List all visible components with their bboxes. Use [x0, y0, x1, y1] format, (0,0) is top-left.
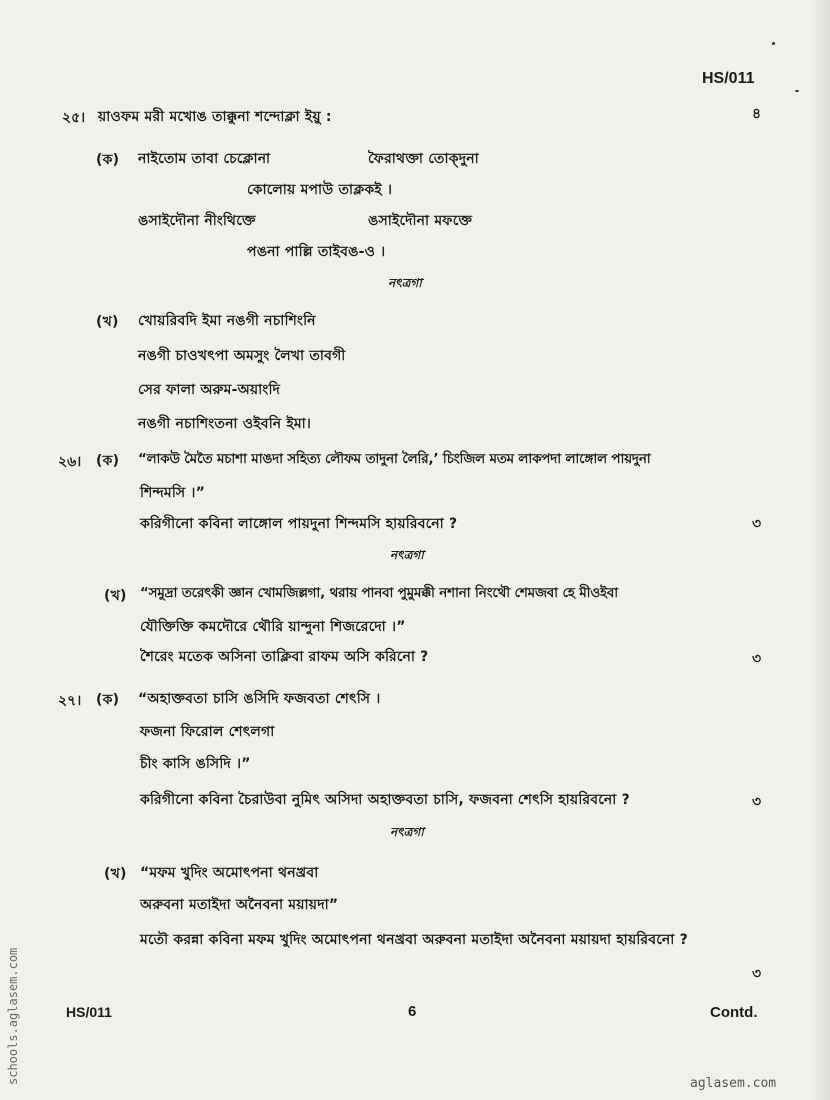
paper-code-bottom: HS/011 [66, 1004, 112, 1020]
q26a-label: (ক) [96, 453, 120, 469]
q25a-line4: পঙনা পাল্লি তাইবঙ-ও । [247, 244, 386, 260]
q26a-quote-line2: শিন্দমসি ।” [140, 485, 206, 501]
paper-code-top: HS/011 [702, 70, 755, 87]
q25a-line1-left: নাইতোম তাবা চেক্লোনা [138, 151, 271, 167]
q27a-question: করিগীনো কবিনা চৈরাউবা নুমিৎ অসিদা অহাক্তবতা চাসি, ফজবনা শেৎসি হায়রিবনো ? [140, 792, 630, 808]
q25a-line2: কোলোয় মপাউ তাক্লকই । [247, 182, 393, 198]
q26b-marks: ৩ [752, 651, 762, 667]
q25b-line4: নঙগী নচাশিংতনা ওইবনি ইমা। [138, 416, 312, 432]
q25a-label: (ক) [96, 152, 120, 168]
q25-or-divider: নৎত্রগা [388, 276, 422, 290]
q27b-marks: ৩ [752, 966, 762, 982]
q27a-quote-line1: “অহাক্তবতা চাসি ঙসিদি ফজবতা শেৎসি । [138, 691, 381, 707]
q27a-marks: ৩ [752, 794, 762, 810]
q27b-quote-line2: অরুবনা মতাইদা অনৈবনা ময়ায়দা” [140, 897, 339, 913]
q26a-question: করিগীনো কবিনা লাঙ্গোল পায়দুনা শিন্দমসি হায়রিবনো ? [140, 516, 458, 532]
q26a-quote-line1: “লাকউ মৈতৈ মচাশা মাঙদা সহিত্য লৌফম তাদুনা লৈরি,’ চিংজিল মতম লাকপদা লাঙ্গোল পায়দুনা [138, 452, 651, 467]
question-number-25: ২৫। [62, 110, 86, 126]
contd-label: Contd. [710, 1004, 758, 1021]
q25a-line3-left: ঙসাইদৌনা নীংথিক্তে [138, 213, 256, 229]
q26b-question: শৈরেং মতেক অসিনা তাক্লিবা রাফম অসি করিনো ? [140, 649, 429, 665]
q26a-marks: ৩ [752, 516, 762, 532]
q26b-quote-line1: “সমুদ্রা তরেৎকী জ্ঞান খোমজিল্লগা, থরায় পানবা পুমুমক্কী নশানা নিংথৌ শেমজবা হে মীওইবা [140, 586, 619, 601]
question-25-prompt: য়াওফম মরী মখোঙ তাক্কুনা শন্দোক্লা ইয়ু : [98, 109, 332, 125]
q25b-line3: সের ফালা অরুম-অয়াংদি [138, 382, 281, 398]
q27a-quote-line2: ফজনা ফিরোল শেৎলগা [140, 724, 275, 740]
q27b-quote-line1: “মফম খুদিং অমোৎপনা থনখ্রবা [140, 865, 319, 881]
question-number-27: ২৭। [58, 693, 82, 709]
q26-or-divider: নৎত্রগা [390, 548, 424, 562]
page-number: 6 [408, 1003, 417, 1020]
q27-or-divider: নৎত্রগা [390, 825, 424, 839]
q27a-label: (ক) [96, 692, 120, 708]
q25b-label: (খ) [96, 314, 119, 330]
bottom-watermark: aglasem.com [690, 1076, 777, 1091]
question-25-marks: ৪ [752, 106, 762, 122]
scan-speck [772, 42, 775, 45]
q25a-line3-right: ঙসাইদৌনা মফক্তে [368, 213, 473, 229]
q25a-line1-right: ফৈরাথক্তা তোক্দুনা [368, 151, 479, 167]
q25b-line2: নঙগী চাওখৎপা অমসুং লৈখা তাবগী [138, 348, 346, 364]
q25b-line1: খোয়রিবদি ইমা নঙগী নচাশিংনি [138, 313, 316, 329]
question-number-26: ২৬। [58, 454, 82, 470]
side-watermark: schools.aglasem.com [6, 947, 20, 1085]
q26b-label: (খ) [104, 588, 127, 604]
q27b-label: (খ) [104, 866, 127, 882]
q27b-question: মতৌ করন্না কবিনা মফম খুদিং অমোৎপনা থনখ্রবা অরুবনা মতাইদা অনৈবনা ময়ায়দা হায়রিবনো ? [140, 932, 688, 948]
q27a-quote-line3: চীং কাসি ঙসিদি ।” [140, 756, 251, 772]
q26b-quote-line2: যৌক্তিক্তি কমদৌরে থৌরি য়ান্দুনা শিজরেদো ।” [140, 619, 406, 635]
scan-speck [795, 90, 799, 92]
page-edge-shadow [812, 0, 830, 1100]
